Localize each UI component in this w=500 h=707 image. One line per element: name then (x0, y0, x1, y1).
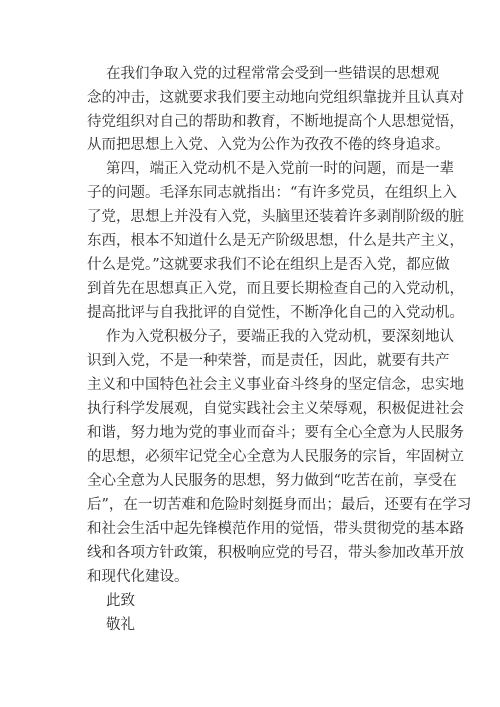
paragraph-line: 执行科学发展观，自觉实践社会主义荣辱观，积极促进社会 (87, 401, 464, 417)
paragraph-line: 和谐，努力地为党的事业而奋斗；要有全心全意为人民服务 (87, 425, 464, 441)
paragraph-line: 子的问题。毛泽东同志就指出：“有许多党员，在组织上入 (87, 185, 457, 201)
paragraph-line: 的思想，必须牢记党全心全意为人民服务的宗旨，牢固树立 (87, 449, 464, 465)
paragraph-line: 在我们争取入党的过程常常会受到一些错误的思想观 (106, 66, 440, 82)
closing-salutation: 此致 (106, 593, 135, 609)
paragraph-line: 从而把思想上入党、入党为公作为孜孜不倦的终身追求。 (87, 137, 450, 153)
paragraph-line: 后”，在一切苦难和危险时刻挺身而出；最后，还要有在学习 (87, 497, 472, 513)
paragraph-line: 第四，端正入党动机不是入党前一时的问题，而是一辈 (106, 161, 454, 177)
paragraph-line: 主义和中国特色社会主义事业奋斗终身的坚定信念，忠实地 (87, 377, 464, 393)
paragraph-line: 识到入党，不是一种荣誉，而是责任，因此，就要有共产 (87, 353, 450, 369)
paragraph-line: 线和各项方针政策，积极响应党的号召，带头参加改革开放 (87, 545, 464, 561)
paragraph-line: 和现代化建设。 (87, 569, 189, 585)
closing-respect: 敬礼 (106, 617, 135, 633)
paragraph-line: 待党组织对自己的帮助和教育，不断地提高个人思想觉悟， (87, 114, 464, 130)
paragraph-line: 作为入党积极分子，要端正我的入党动机，要深刻地认 (106, 329, 454, 345)
paragraph-line: 全心全意为人民服务的思想，努力做到“吃苦在前，享受在 (87, 473, 457, 489)
paragraph-line: 了党，思想上并没有入党，头脑里还装着许多剥削阶级的脏 (87, 209, 464, 225)
paragraph-line: 和社会生活中起先锋模范作用的觉悟，带头贯彻党的基本路 (87, 521, 464, 537)
paragraph-line: 念的冲击，这就要求我们要主动地向党组织靠拢并且认真对 (87, 90, 464, 106)
paragraph-line: 到首先在思想真正入党，而且要长期检查自己的入党动机， (87, 281, 464, 297)
paragraph-line: 提高批评与自我批评的自觉性，不断净化自己的入党动机。 (87, 305, 464, 321)
paragraph-line: 什么是党。”这就要求我们不论在组织上是否入党，都应做 (87, 257, 450, 273)
paragraph-line: 东西，根本不知道什么是无产阶级思想，什么是共产主义， (87, 233, 464, 249)
